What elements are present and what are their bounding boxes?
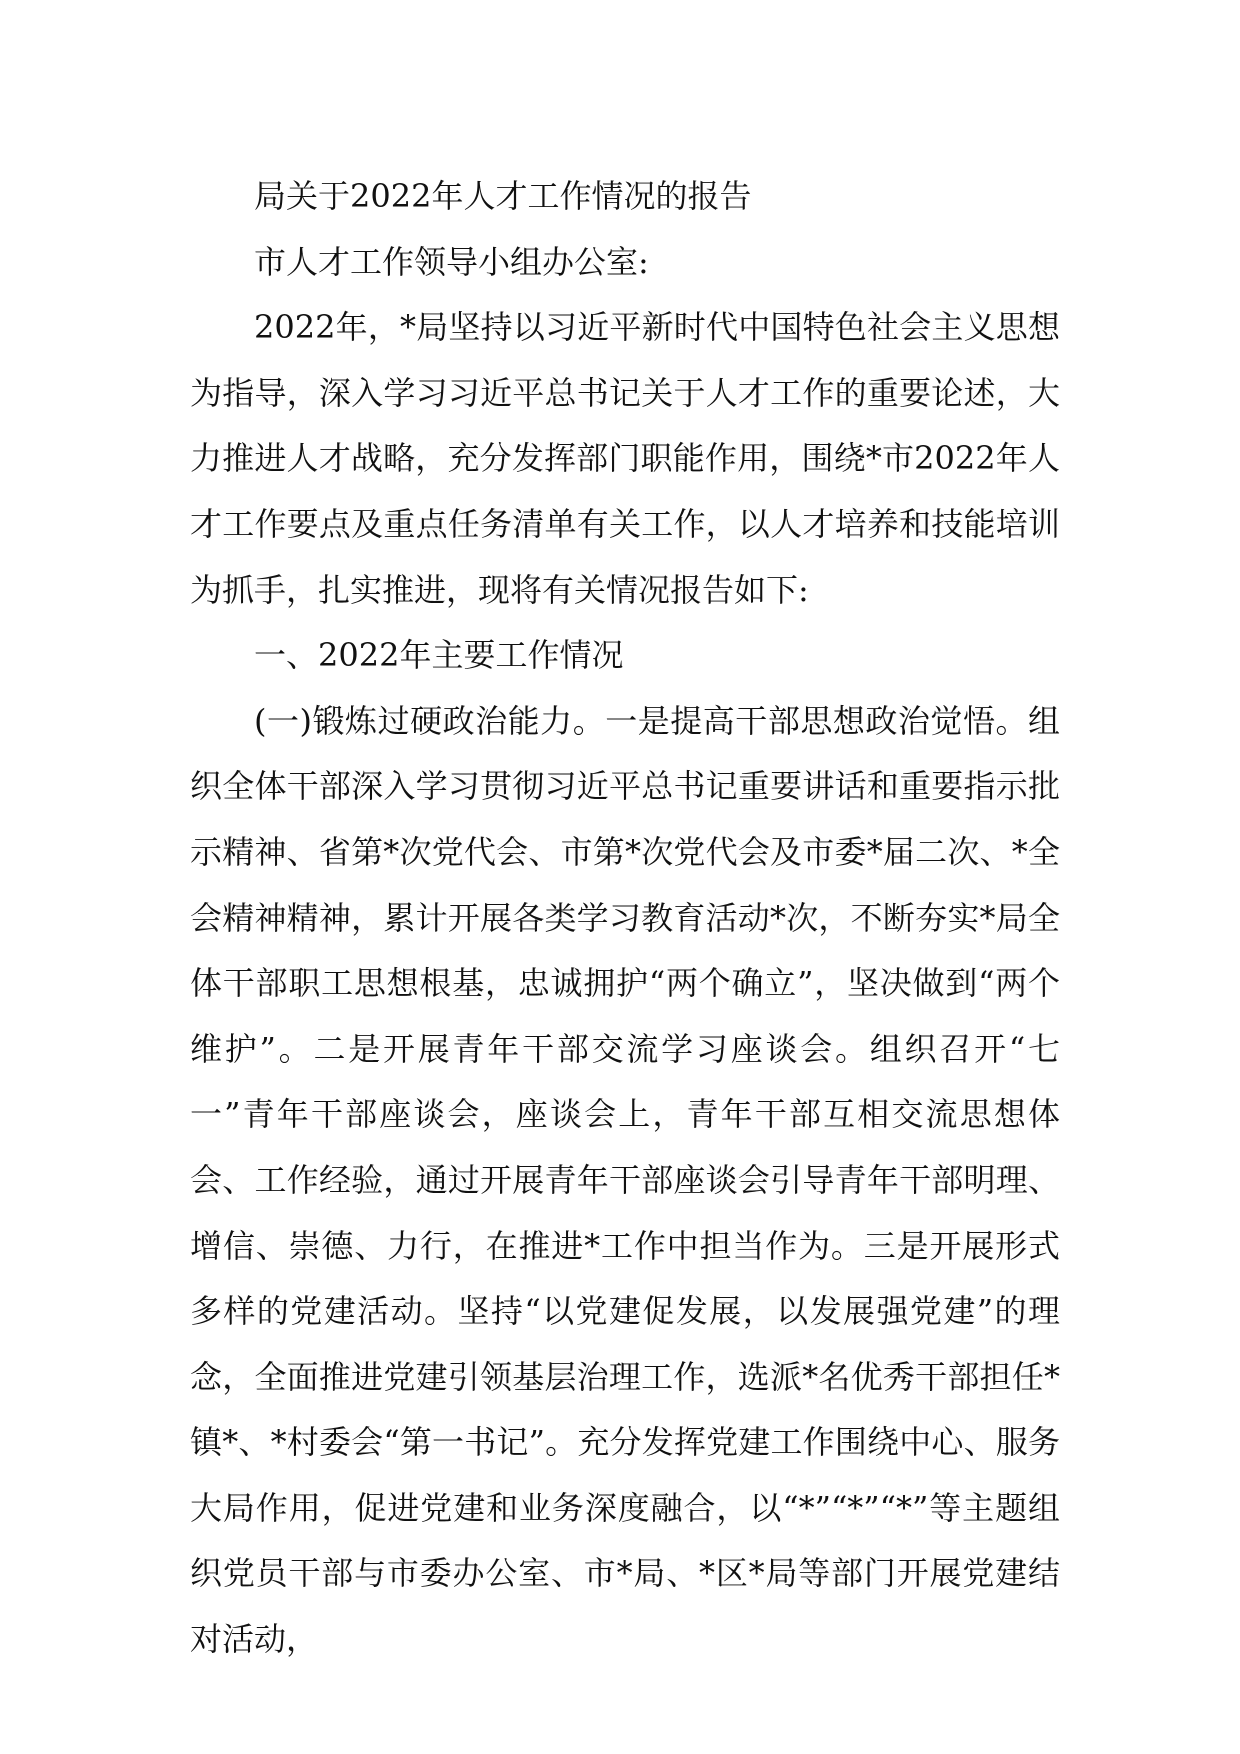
intro-paragraph: 2022年，*局坚持以习近平新时代中国特色社会主义思想为指导，深入学习习近平总书记关于人才工作的重要论述，大力推进人才战略，充分发挥部门职能作用，围绕*市2022年人才工作要点及重点任务清单有关工作，以人才培养和技能培训为抓手，扎实推进，现将有关情况报告如下: — [190, 308, 1060, 609]
document-body — [190, 164, 1060, 1673]
addressee: 市人才工作领导小组办公室: — [254, 242, 649, 281]
section-paragraph: (一)锻炼过硬政治能力。一是提高干部思想政治觉悟。组织全体干部深入学习贯彻习近平总书记重要讲话和重要指示批示精神、省第*次党代会、市第*次党代会及市委*届二次、*全会精神精神，累计开展各类学习教育活动*次，不断夯实*局全体干部职工思想根基，忠诚拥护“两个确立”，坚决做到“两个维护”。二是开展青年干部交流学习座谈会。组织召开“七一”青年干部座谈会，座谈会上，青年干部互相交流思想体会、工作经验，通过开展青年干部座谈会引导青年干部明理、增信、崇德、力行，在推进*工作中担当作为。三是开展形式多样的党建活动。坚持“以党建促发展，以发展强党建”的理念，全面推进党建引领基层治理工作，选派*名优秀干部担任*镇*、*村委会“第一书记”。充分发挥党建工作围绕中心、服务大局作用，促进党建和业务深度融合，以“*”“*”“*”等主题组织党员干部与市委办公室、市*局、*区*局等部门开展党建结对活动， — [190, 701, 1060, 1659]
report-title: 局关于2022年人才工作情况的报告 — [254, 177, 752, 215]
section-heading: 一、2022年主要工作情况 — [254, 636, 624, 675]
